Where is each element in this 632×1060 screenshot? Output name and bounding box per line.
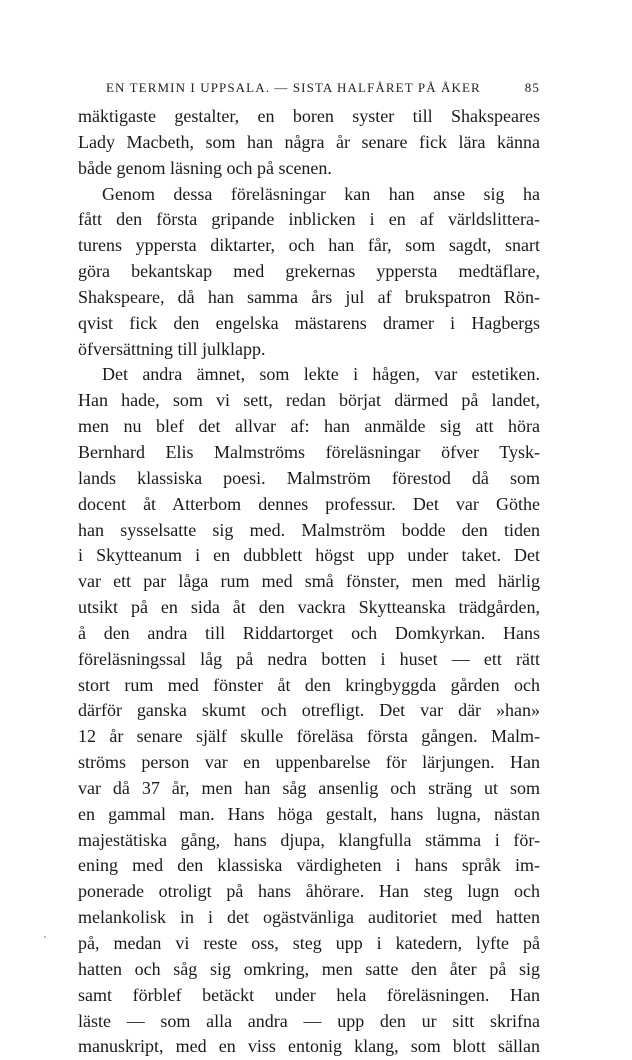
text-line: mäktigaste gestalter, en boren syster till Shakspeares [78, 106, 540, 126]
text-line: föreläsningssal låg på nedra botten i huset — ett rätt [78, 648, 540, 669]
text-line: Lady Macbeth, som han några år senare fick lära känna [78, 131, 540, 152]
text-line: Han hade, som vi sett, redan börjat därmed på landet, [78, 390, 540, 411]
running-title: EN TERMIN I UPPSALA. — SISTA HALFÅRET PÅ ÅKER [106, 80, 481, 95]
text-line: fått den första gripande inblicken i en af världslittera- [78, 209, 540, 230]
page [78, 80, 540, 1060]
scan-speck [44, 936, 46, 938]
text-line: var ett par låga rum med små fönster, men med härlig [78, 571, 540, 592]
text-line: manuskript, med en viss entonig klang, som blott sällan [78, 1036, 540, 1057]
text-line: Bernhard Elis Malmströms föreläsningar öfver Tysk- [78, 441, 540, 462]
text-line: göra bekantskap med grekernas yppersta medtäflare, [78, 261, 540, 282]
text-line: lands klassiska poesi. Malmström förestod då som [78, 467, 540, 488]
running-header [78, 80, 540, 96]
text-line: Shakspeare, då han samma års jul af brukspatron Rön- [78, 286, 540, 307]
text-line: ening med den klassiska värdigheten i hans språk im- [78, 855, 540, 876]
text-line: en gammal man. Hans höga gestalt, hans lugna, nästan [78, 803, 540, 824]
text-line: qvist fick den engelska mästarens dramer i Hagbergs [78, 312, 540, 333]
text-line: på, medan vi reste oss, steg upp i katedern, lyfte på [78, 933, 540, 953]
text-line: ponerade otroligt på hans åhörare. Han steg lugn och [78, 881, 540, 902]
text-line: Det andra ämnet, som lekte i hågen, var estetiken. [102, 364, 540, 385]
text-line: Genom dessa föreläsningar kan han anse sig ha [102, 183, 540, 204]
text-line: melankolisk in i det ogästvänliga auditoriet med hatten [78, 907, 540, 928]
text-line: utsikt på en sida åt den vackra Skytteanska trädgården, [78, 597, 540, 618]
text-line: både genom läsning och på scenen. [78, 157, 332, 178]
text-line: läste — som alla andra — upp den ur sitt skrifna [78, 1010, 540, 1031]
text-line: i Skytteanum i en dubblett högst upp under taket. Det [78, 545, 540, 566]
text-line: turens yppersta diktarter, och han får, som sagdt, snart [78, 235, 540, 256]
text-line: var då 37 år, men han såg ansenlig och sträng ut som [78, 777, 540, 798]
text-line: stort rum med fönster åt den kringbyggda gården och [78, 674, 540, 695]
text-line: men nu blef det allvar af: han anmälde sig att höra [78, 416, 540, 437]
text-line: ströms person var en uppenbarelse för lärjungen. Han [78, 752, 540, 773]
text-line: majestätiska gång, hans djupa, klangfulla stämma i för- [78, 829, 540, 850]
text-line: samt förblef betäckt under hela föreläsningen. Han [78, 984, 540, 1005]
text-line: å den andra till Riddartorget och Domkyrkan. Hans [78, 622, 540, 643]
text-line: han sysselsatte sig med. Malmström bodde den tiden [78, 519, 540, 540]
text-line: 12 år senare själf skulle föreläsa första gången. Malm- [78, 726, 540, 747]
body-text [78, 104, 540, 1060]
text-line: därför ganska skumt och otrefligt. Det var där »han» [78, 700, 540, 721]
page-number: 85 [524, 80, 540, 95]
text-line: hatten och såg sig omkring, men satte den åter på sig [78, 958, 540, 979]
text-line: öfversättning till julklapp. [78, 338, 266, 359]
text-line: docent åt Atterbom dennes professur. Det var Göthe [78, 493, 540, 514]
